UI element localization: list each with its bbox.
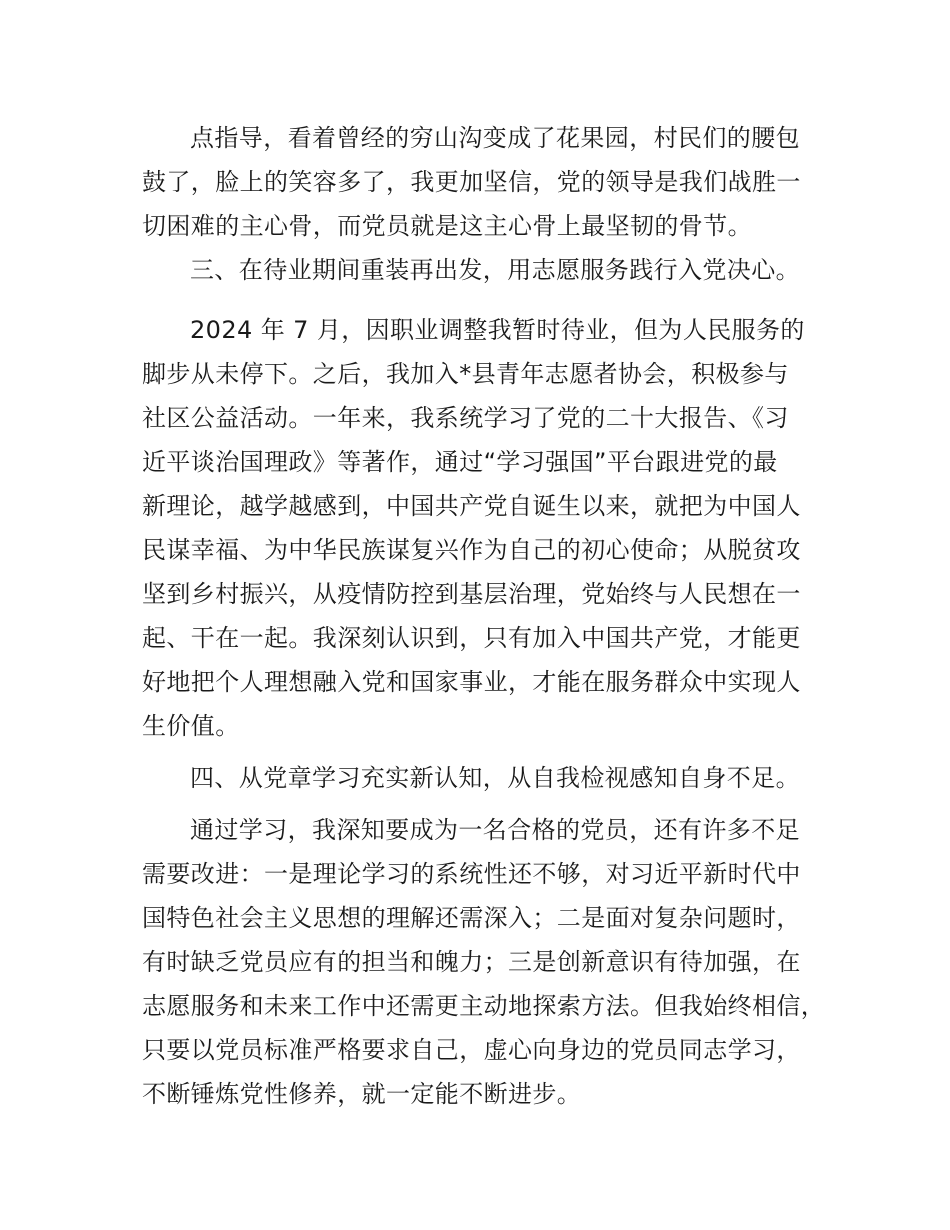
text-line: 好地把个人理想融入党和国家事业，才能在服务群众中实现人: [142, 668, 801, 696]
section-heading: 三、在待业期间重装再出发，用志愿服务践行入党决心。: [190, 256, 800, 284]
text-line: 民谋幸福、为中华民族谋复兴作为自己的初心使命；从脱贫攻: [142, 536, 801, 564]
text-line: 脚步从未停下。之后，我加入*县青年志愿者协会，积极参与: [142, 360, 789, 388]
text-line: 通过学习，我深知要成为一名合格的党员，还有许多不足: [190, 816, 800, 844]
text-line: 2024 年 7 月，因职业调整我暂时待业，但为人民服务的: [190, 316, 805, 344]
text-line: 起、干在一起。我深刻认识到，只有加入中国共产党，才能更: [142, 624, 801, 652]
text-line: 切困难的主心骨，而党员就是这主心骨上最坚韧的骨节。: [142, 212, 752, 240]
text-line: 社区公益活动。一年来，我系统学习了党的二十大报告、《习: [142, 404, 789, 432]
text-line: 只要以党员标准严格要求自己，虚心向身边的党员同志学习，: [142, 1036, 801, 1064]
section-heading: 四、从党章学习充实新认知，从自我检视感知自身不足。: [190, 764, 800, 792]
text-line: 新理论，越学越感到，中国共产党自诞生以来，就把为中国人: [142, 492, 801, 520]
text-line: 不断锤炼党性修养，就一定能不断进步。: [142, 1080, 582, 1108]
text-line: 需要改进：一是理论学习的系统性还不够，对习近平新时代中: [142, 860, 801, 888]
text-line: 坚到乡村振兴，从疫情防控到基层治理，党始终与人民想在一: [142, 580, 801, 608]
text-line: 鼓了，脸上的笑容多了，我更加坚信，党的领导是我们战胜一: [142, 168, 801, 196]
text-line: 点指导，看着曾经的穷山沟变成了花果园，村民们的腰包: [190, 124, 800, 152]
text-line: 近平谈治国理政》等著作，通过“学习强国”平台跟进党的最: [142, 448, 778, 476]
text-line: 生价值。: [142, 712, 240, 740]
text-line: 有时缺乏党员应有的担当和魄力；三是创新意识有待加强，在: [142, 948, 801, 976]
text-line: 志愿服务和未来工作中还需更主动地探索方法。但我始终相信，: [142, 992, 826, 1020]
text-line: 国特色社会主义思想的理解还需深入；二是面对复杂问题时，: [142, 904, 801, 932]
